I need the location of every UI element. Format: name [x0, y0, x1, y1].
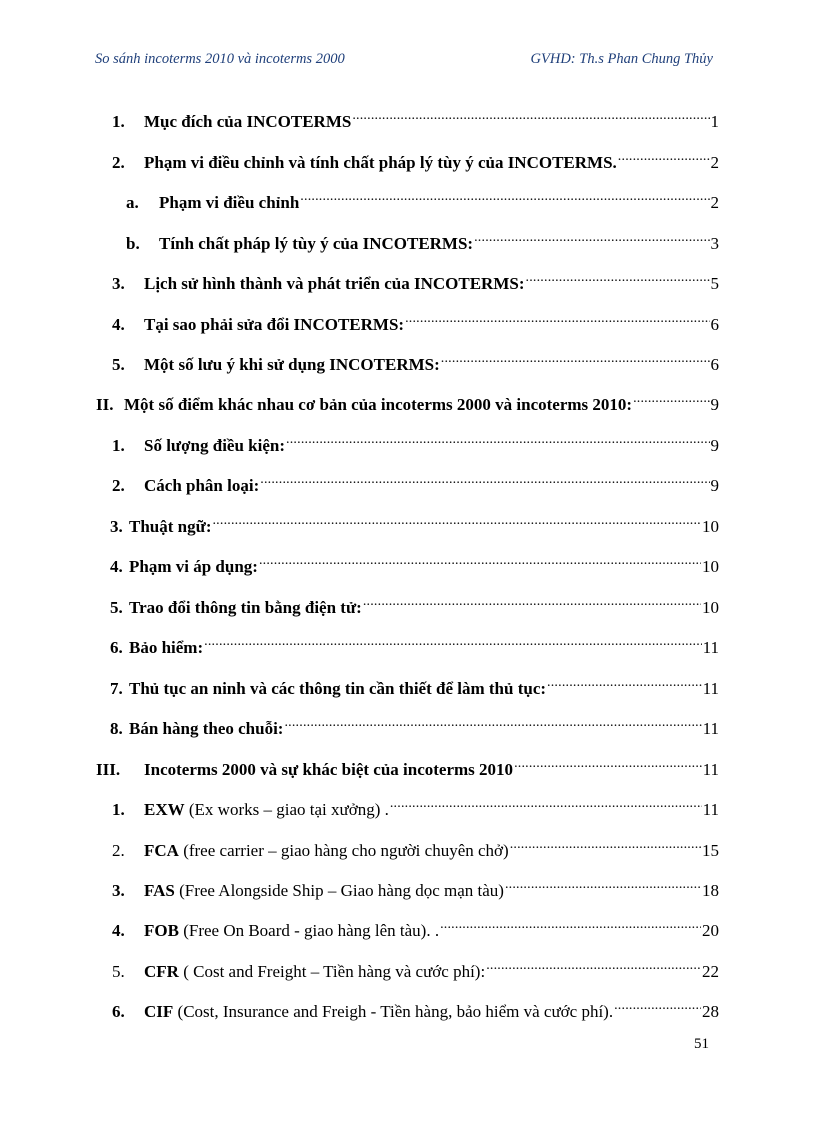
toc-entry[interactable]	[112, 832, 719, 860]
toc-dot-leader	[510, 832, 701, 856]
toc-entry-number: 5.	[112, 355, 125, 374]
toc-entry-title-main: EXW	[144, 800, 185, 819]
toc-entry[interactable]	[96, 386, 719, 414]
toc-entry-page: 11	[702, 800, 719, 819]
toc-entry-title	[129, 515, 211, 539]
toc-entry-title-detail: ( Cost and Freight – Tiền hàng và cước phí):	[178, 962, 486, 981]
toc-entry-page: 15	[702, 841, 719, 860]
toc-entry-title	[144, 919, 439, 943]
toc-entry-number: b.	[126, 234, 140, 253]
toc-entry-title-main: Phạm vi điều chỉnh và tính chất pháp lý tùy ý của INCOTERMS.	[144, 153, 617, 172]
toc-entry-title-main: Phạm vi điều chỉnh	[159, 193, 300, 212]
toc-entry-number: 3.	[112, 274, 125, 293]
toc-entry-title	[144, 272, 525, 296]
toc-entry[interactable]	[112, 144, 719, 172]
toc-dot-leader	[260, 467, 709, 491]
toc-entry-page: 10	[702, 598, 719, 617]
toc-dot-leader	[405, 306, 709, 330]
toc-dot-leader	[618, 144, 710, 168]
toc-entry-title-detail: (Free Alongside Ship – Giao hàng dọc mạn tàu)	[174, 881, 504, 900]
toc-entry-title-main: FAS	[144, 881, 175, 900]
toc-entry-page: 11	[702, 638, 719, 657]
toc-entry-title	[144, 839, 509, 863]
running-header-title: So sánh incoterms 2010 và incoterms 2000	[95, 51, 345, 67]
toc-entry-number: 6.	[112, 1002, 125, 1021]
toc-entry-title-main: Thủ tục an ninh và các thông tin cần thiết để làm thủ tục:	[129, 679, 547, 698]
toc-entry-title-main: Thuật ngữ:	[129, 517, 212, 536]
toc-dot-leader	[440, 912, 701, 936]
toc-entry[interactable]	[126, 184, 719, 212]
toc-entry-number: 2.	[112, 476, 125, 495]
toc-entry-title-main: Tính chất pháp lý tùy ý của INCOTERMS:	[159, 234, 474, 253]
toc-entry-title	[144, 110, 351, 134]
toc-entry-number: 7.	[110, 679, 123, 698]
toc-entry[interactable]	[96, 751, 719, 779]
toc-entry-page: 28	[702, 1002, 719, 1021]
toc-entry-number: 3.	[110, 517, 123, 536]
toc-entry-title-main: FOB	[144, 921, 179, 940]
toc-entry[interactable]	[112, 993, 719, 1021]
toc-entry-title	[144, 474, 259, 498]
toc-dot-leader	[614, 993, 701, 1017]
toc-dot-leader	[300, 184, 709, 208]
toc-entry[interactable]	[112, 912, 719, 940]
toc-entry-number: a.	[126, 193, 139, 212]
toc-entry-number: 1.	[112, 112, 125, 131]
toc-entry-title-detail: (Ex works – giao tại xưởng) .	[184, 800, 389, 819]
toc-dot-leader	[514, 751, 702, 775]
toc-entry-page: 2	[710, 153, 719, 172]
toc-dot-leader	[633, 386, 709, 410]
toc-entry-title	[144, 798, 389, 822]
toc-entry-title	[159, 191, 299, 215]
toc-entry-number: 5.	[110, 598, 123, 617]
toc-entry-page: 11	[702, 679, 719, 698]
toc-dot-leader	[505, 872, 701, 896]
toc-dot-leader	[441, 346, 710, 370]
toc-entry-title-main: Bảo hiểm:	[129, 638, 204, 657]
toc-entry-number: 2.	[112, 153, 125, 172]
toc-entry[interactable]	[112, 953, 719, 981]
toc-entry[interactable]	[110, 670, 719, 698]
toc-entry-page: 22	[702, 962, 719, 981]
toc-entry-page: 18	[702, 881, 719, 900]
toc-entry-title-main: Trao đổi thông tin bằng điện tử:	[129, 598, 362, 617]
toc-entry-title-main: Một số điểm khác nhau cơ bản của incoterms 2000 và incoterms 2010:	[124, 395, 633, 414]
toc-entry-title	[144, 353, 440, 377]
toc-entry[interactable]	[112, 791, 719, 819]
toc-dot-leader	[486, 953, 701, 977]
toc-entry[interactable]	[110, 589, 719, 617]
toc-dot-leader	[474, 225, 709, 249]
toc-entry-title-main: Số lượng điều kiện:	[144, 436, 286, 455]
toc-entry-title-main: Bán hàng theo chuỗi:	[129, 719, 284, 738]
toc-entry[interactable]	[110, 548, 719, 576]
toc-dot-leader	[204, 629, 701, 653]
toc-entry-number: II.	[96, 395, 114, 414]
toc-entry-title	[129, 596, 362, 620]
toc-entry-title-main: Phạm vi áp dụng:	[129, 557, 258, 576]
toc-entry-title	[144, 960, 485, 984]
toc-entry-title-main: Tại sao phải sửa đổi INCOTERMS:	[144, 315, 405, 334]
toc-entry-number: 4.	[112, 921, 125, 940]
toc-entry-page: 6	[710, 315, 719, 334]
toc-entry[interactable]	[110, 508, 719, 536]
toc-entry[interactable]	[112, 306, 719, 334]
toc-entry-title	[144, 434, 285, 458]
toc-entry-title-detail: (Cost, Insurance and Freigh - Tiền hàng, bảo hiểm và cước phí).	[173, 1002, 614, 1021]
toc-entry-title-main: Một số lưu ý khi sử dụng INCOTERMS:	[144, 355, 440, 374]
toc-entry-page: 20	[702, 921, 719, 940]
toc-entry-page: 11	[702, 719, 719, 738]
toc-entry-title	[144, 151, 617, 175]
toc-entry-title	[129, 677, 546, 701]
toc-entry-page: 10	[702, 517, 719, 536]
toc-entry-page: 6	[710, 355, 719, 374]
toc-entry[interactable]	[112, 265, 719, 293]
toc-dot-leader	[363, 589, 701, 613]
toc-entry-page: 9	[710, 436, 719, 455]
toc-entry-number: 4.	[110, 557, 123, 576]
toc-dot-leader	[259, 548, 701, 572]
running-header-instructor: GVHD: Th.s Phan Chung Thủy	[530, 51, 713, 67]
toc-dot-leader	[352, 103, 709, 127]
toc-entry[interactable]	[110, 629, 719, 657]
toc-dot-leader	[284, 710, 701, 734]
toc-entry-title-detail: (free carrier – giao hàng cho người chuyên chở)	[178, 841, 509, 860]
toc-entry[interactable]	[126, 225, 719, 253]
toc-entry-title	[144, 879, 504, 903]
toc-dot-leader	[286, 427, 709, 451]
toc-entry-number: 1.	[112, 800, 125, 819]
toc-entry-page: 10	[702, 557, 719, 576]
toc-entry-title	[159, 232, 473, 256]
toc-entry-title-main: CIF	[144, 1002, 174, 1021]
toc-entry-number: 1.	[112, 436, 125, 455]
toc-entry-title	[144, 758, 513, 782]
toc-entry-page: 9	[710, 395, 719, 414]
toc-entry-title-detail: (Free On Board - giao hàng lên tàu). .	[178, 921, 440, 940]
toc-entry-page: 9	[710, 476, 719, 495]
toc-entry[interactable]	[112, 467, 719, 495]
toc-entry-title-main: Mục đích của INCOTERMS	[144, 112, 352, 131]
toc-dot-leader	[212, 508, 701, 532]
toc-entry-title	[129, 636, 203, 660]
toc-entry-title	[129, 717, 283, 741]
toc-entry[interactable]	[110, 710, 719, 738]
toc-entry-title-main: Lịch sử hình thành và phát triển của INCOTERMS:	[144, 274, 525, 293]
toc-entry-number: 3.	[112, 881, 125, 900]
toc-entry-number: 6.	[110, 638, 123, 657]
toc-entry-page: 2	[710, 193, 719, 212]
toc-entry[interactable]	[112, 427, 719, 455]
toc-entry[interactable]	[112, 872, 719, 900]
toc-entry-number: III.	[96, 760, 121, 779]
toc-entry-title-main: Incoterms 2000 và sự khác biệt của incoterms 2010	[144, 760, 514, 779]
toc-entry-number: 5.	[112, 962, 125, 981]
toc-dot-leader	[547, 670, 702, 694]
toc-entry-page: 11	[702, 760, 719, 779]
toc-entry-number: 2.	[112, 841, 125, 860]
toc-entry[interactable]	[112, 346, 719, 374]
toc-entry-number: 4.	[112, 315, 125, 334]
toc-entry-title	[144, 1000, 613, 1024]
page-number: 51	[694, 1036, 709, 1052]
toc-entry-page: 5	[710, 274, 719, 293]
toc-entry-title-main: Cách phân loại:	[144, 476, 260, 495]
toc-entry-title-main: CFR	[144, 962, 179, 981]
toc-entry-page: 1	[710, 112, 719, 131]
toc-entry-page: 3	[710, 234, 719, 253]
toc-entry-title-main: FCA	[144, 841, 179, 860]
toc-entry-title	[144, 313, 404, 337]
toc-entry[interactable]	[112, 103, 719, 131]
toc-dot-leader	[526, 265, 710, 289]
toc-entry-title	[129, 555, 258, 579]
toc-entry-number: 8.	[110, 719, 123, 738]
toc-dot-leader	[390, 791, 702, 815]
toc-entry-title	[124, 393, 632, 417]
